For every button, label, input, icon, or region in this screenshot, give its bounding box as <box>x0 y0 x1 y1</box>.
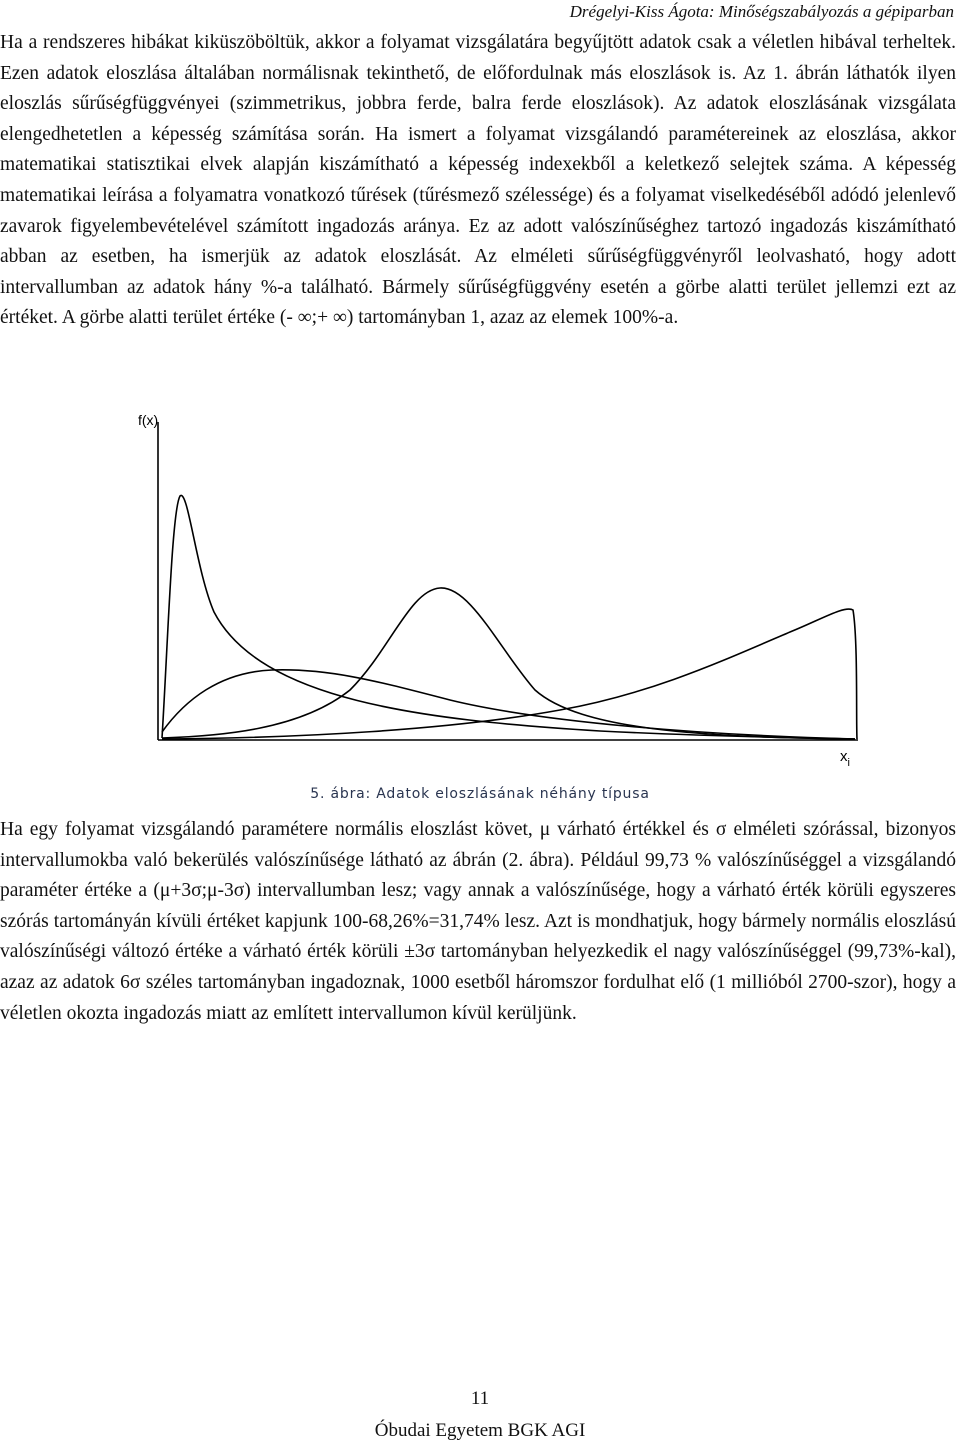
figure-caption: 5. ábra: Adatok eloszlásának néhány típusa <box>310 786 650 802</box>
curve-right-skewed-broad <box>162 670 855 739</box>
curve-left-skewed <box>162 609 857 739</box>
distribution-figure <box>0 400 960 810</box>
curve-symmetric-normal <box>162 588 855 739</box>
running-header: Drégelyi-Kiss Ágota: Minőségszabályozás a gépiparban <box>569 2 954 21</box>
page-number: 11 <box>470 1388 490 1409</box>
x-axis-label: $x_i$ <box>840 748 850 769</box>
y-axis-label: f(x) <box>138 412 159 428</box>
paragraph-intro: Ha a rendszeres hibákat kiküszöböltük, akkor a folyamat vizsgálatára begyűjtött adatok csak a véletlen hibával terheltek. Ezen adatok eloszlása általában normálisnak tekinthető, de előfordulnak más eloszlások is. Az 1. ábrán láthatók ilyen eloszlás sűrűségfüggvényei (szimmetrikus, jobbra ferde, balra ferde eloszlások). Az adatok eloszlásának vizsgálata elengedhetetlen a képesség számítása során. Ha ismert a folyamat vizsgálandó paramétereinek az eloszlása, akkor matematikai statisztikai elvek alapján kiszámítható a képesség indexekből a keletkező selejtek száma. A képesség matematikai leírása a folyamatra vonatkozó tűrések (tűrésmező szélessége) és a folyamat viselkedéséből adódó jelenlevő zavarok figyelembevételével számított ingadozás aránya. Ez az adott valószínűséghez tartozó ingadozás kiszámítható abban az esetben, ha ismerjük az adatok eloszlását. Az elméleti sűrűségfüggvényről leolvasható, hogy adott intervallumban az adatok hány %-a található. Bármely sűrűségfüggvény esetén a görbe alatti terület jellemzi ezt az értéket. A görbe alatti terület értéke (- ∞;+ ∞) tartományban 1, azaz az elemek 100%-a. <box>0 32 956 329</box>
curve-right-skewed-sharp <box>162 495 855 739</box>
distribution-chart <box>0 400 960 780</box>
paragraph-normal-distribution: Ha egy folyamat vizsgálandó paramétere normális eloszlást követ, μ várható értékkel és σ elméleti szórással, bizonyos intervallumokba való bekerülés valószínűsége látható az ábrán (2. ábra). Például 99,73 % valószínűséggel a vizsgálandó paraméter értéke a (μ+3σ;μ-3σ) intervallumban lesz; vagy annak a valószínűsége, hogy a várható érték körüli egyszeres szórás tartományán kívüli értéket kapjunk 100-68,26%=31,74% lesz. Azt is mondhatjuk, hogy bármely normális eloszlású valószínűségi változó értéke a várható érték körüli ±3σ tartományban helyezkedik el nagy valószínűséggel (99,73%-kal), azaz az adatok 6σ széles tartományban ingadoznak, 1000 esetből háromszor fordulhat elő (1 millióból 2700-szor), hogy a véletlen okozta ingadozás miatt az említett intervallumon kívül kerüljünk. <box>0 819 956 1024</box>
footer-institution: Óbudai Egyetem BGK AGI <box>374 1420 586 1441</box>
